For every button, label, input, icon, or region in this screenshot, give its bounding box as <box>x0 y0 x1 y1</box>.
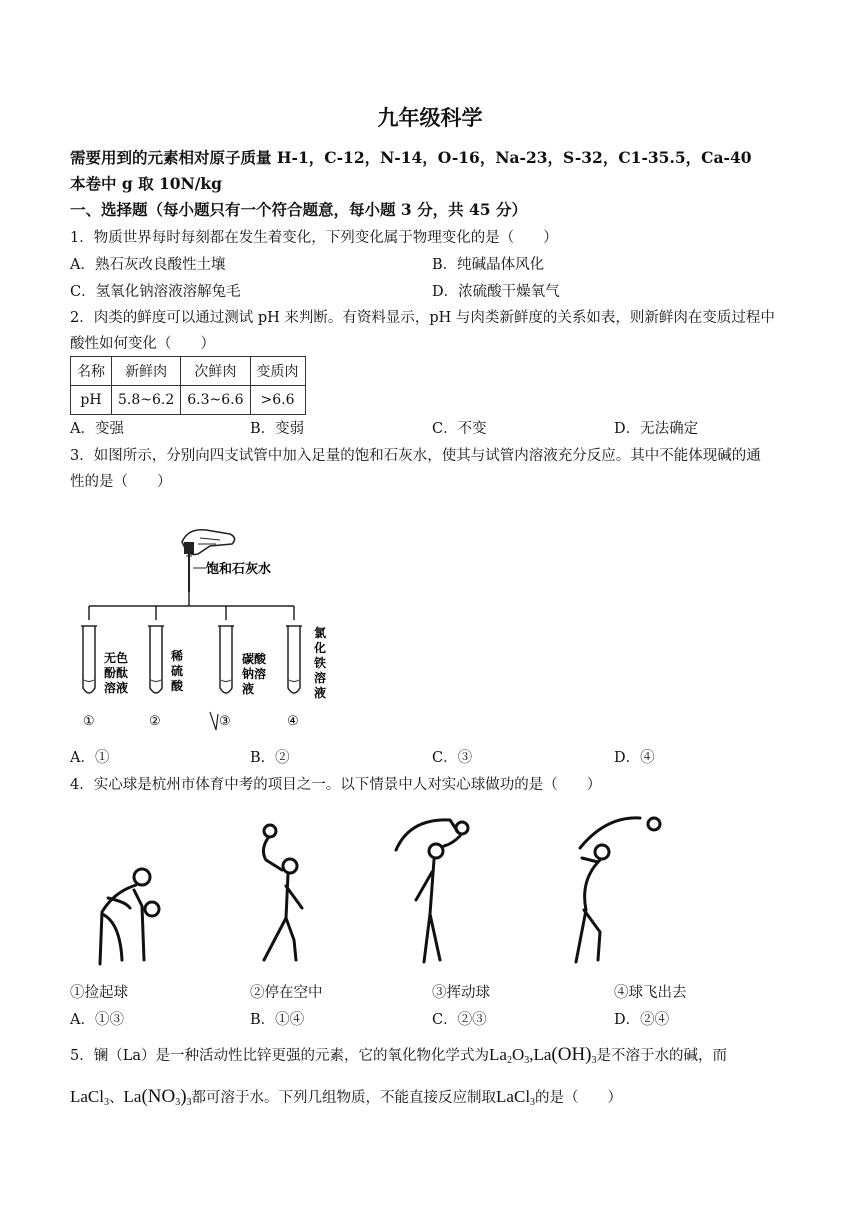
formula-part: (NO <box>141 1086 176 1107</box>
formula-sub: 3 <box>104 1097 109 1108</box>
formula-lano33 <box>124 1087 192 1106</box>
tube4-label: 铁 <box>314 656 327 670</box>
tube4-label: 溶 <box>314 671 327 685</box>
formula-lacl3 <box>496 1087 535 1106</box>
figure-pick-up-ball-icon <box>100 869 159 964</box>
q3-option-c: C．③ <box>432 750 473 766</box>
formula-part: La <box>123 1087 142 1106</box>
dropper-label: 饱和石灰水 <box>206 562 272 577</box>
q5-line1-pre: 5．镧（La）是一种活动性比锌更强的元素，它的氧化物化学式为 <box>70 1048 489 1064</box>
q2-stem-line2: 酸性如何变化（ ） <box>70 336 215 352</box>
table-cell: 5.8~6.2 <box>112 386 181 415</box>
q5-line1 <box>70 1044 727 1066</box>
q2-stem-line1: 2．肉类的鲜度可以通过测试 pH 来判断。有资料显示，pH 与肉类新鲜度的关系如表，则新鲜肉在变质过程中 <box>70 310 775 326</box>
test-tubes-figure <box>60 520 360 735</box>
table-cell: 名称 <box>71 357 112 386</box>
q4-option-c: C．②③ <box>432 1012 487 1028</box>
formula-part: LaCl <box>496 1087 531 1106</box>
q2-option-c: C．不变 <box>432 421 487 437</box>
table-cell: 新鲜肉 <box>112 357 181 386</box>
q2-option-a: A．变强 <box>70 421 124 437</box>
q4-option-a: A．①③ <box>70 1012 124 1028</box>
page-title: 九年级科学 <box>377 105 483 130</box>
formula-part: (OH) <box>551 1044 592 1065</box>
formula-part: LaCl <box>70 1087 104 1106</box>
q4-option-d: D．②④ <box>614 1012 670 1028</box>
q4-stem: 4．实心球是杭州市体育中考的项目之一。以下情景中人对实心球做功的是（ ） <box>70 777 602 793</box>
tube3-label: 液 <box>242 682 255 696</box>
formula-la2o3 <box>489 1045 597 1064</box>
tube-number: ③ <box>219 714 231 729</box>
test-tube-1 <box>81 626 97 693</box>
tube3-label: 钠溶 <box>242 667 267 681</box>
q1-option-c: C．氢氧化钠溶液溶解兔毛 <box>70 284 241 300</box>
table-cell: >6.6 <box>250 386 305 415</box>
hand-dropper-icon <box>182 530 235 592</box>
formula-sub: 3 <box>175 1097 181 1108</box>
q5-line2 <box>70 1086 622 1108</box>
q3-stem-line2: 性的是（ ） <box>70 474 172 490</box>
table-cell: 次鲜肉 <box>181 357 250 386</box>
tube3-label: 碳酸 <box>242 652 267 666</box>
q3-stem-line1: 3．如图所示，分别向四支试管中加入足量的饱和石灰水，使其与试管内溶液充分反应。其中不能体现碱的通 <box>70 448 761 464</box>
formula-lacl3 <box>70 1087 109 1106</box>
tube2-label: 酸 <box>171 679 184 693</box>
q1-option-a: A．熟石灰改良酸性土壤 <box>70 257 226 273</box>
figure-ball-thrown-icon <box>576 818 660 962</box>
q2-option-b: B．变弱 <box>250 421 305 437</box>
tube4-label: 液 <box>314 686 327 700</box>
tube2-label: 稀 <box>171 649 184 663</box>
formula-part: La <box>489 1045 507 1064</box>
test-tube-3 <box>218 626 234 693</box>
formula-part: ) <box>180 1086 187 1107</box>
q5-line2-mid: 都可溶于水。下列几组物质，不能直接反应制取 <box>191 1090 497 1106</box>
formula-sub: 2 <box>506 1055 512 1066</box>
tube4-label: 氯 <box>314 626 327 640</box>
formula-sub: 3 <box>591 1055 597 1066</box>
test-tube-2 <box>148 626 164 693</box>
figure-swinging-ball-icon <box>396 820 468 962</box>
q1-option-b: B．纯碱晶体风化 <box>432 257 545 273</box>
table-cell: 6.3~6.6 <box>181 386 250 415</box>
q4-caption-1: ①捡起球 <box>70 985 128 1001</box>
formula-sub: 3 <box>186 1097 192 1108</box>
tube-number: ④ <box>287 714 299 729</box>
table-cell: 变质肉 <box>250 357 305 386</box>
tube1-label: 酚酞 <box>104 666 129 680</box>
tube2-label: 硫 <box>171 664 184 678</box>
q5-line2-post: 的是（ ） <box>535 1090 623 1106</box>
q4-caption-2: ②停在空中 <box>250 985 323 1001</box>
q1-option-d: D．浓硫酸干燥氧气 <box>432 284 560 300</box>
formula-sub: 3 <box>530 1097 536 1108</box>
formula-part: O <box>511 1045 525 1064</box>
tube1-label: 无色 <box>104 651 129 665</box>
q2-option-d: D．无法确定 <box>614 421 699 437</box>
q3-option-a: A．① <box>70 750 110 766</box>
test-tube-4 <box>286 626 302 693</box>
formula-part: La <box>533 1045 552 1064</box>
tube1-label: 溶液 <box>104 681 129 695</box>
q1-stem: 1．物质世界每时每刻都在发生着变化，下列变化属于物理变化的是（ ） <box>70 230 558 246</box>
tube-number: ② <box>149 714 161 729</box>
tube4-label: 化 <box>314 641 327 655</box>
figure-ball-stationary-icon <box>263 825 302 960</box>
q3-option-d: D．④ <box>614 750 655 766</box>
table-cell: pH <box>71 386 112 415</box>
tube-number: ① <box>83 714 95 729</box>
atomic-mass-line: 需要用到的元素相对原子质量 H-1，C-12，N-14，O-16，Na-23，S-32，C1-35.5，Ca-40 <box>70 148 752 167</box>
ph-table <box>70 356 306 415</box>
formula-sub: 3 <box>524 1055 530 1066</box>
stick-figures <box>60 810 780 975</box>
table-row <box>71 386 306 415</box>
q5-line1-post: 是不溶于水的碱，而 <box>596 1048 728 1064</box>
q4-option-b: B．①④ <box>250 1012 305 1028</box>
formula-separator: 、 <box>109 1090 124 1106</box>
gravity-line: 本卷中 g 取 10N/kg <box>70 174 223 193</box>
formula-part: , <box>529 1045 534 1064</box>
q4-caption-3: ③挥动球 <box>432 985 490 1001</box>
section-heading: 一、选择题（每小题只有一个符合题意，每小题 3 分，共 45 分） <box>70 200 527 219</box>
table-row <box>71 357 306 386</box>
q3-option-b: B．② <box>250 750 290 766</box>
q4-caption-4: ④球飞出去 <box>614 985 687 1001</box>
